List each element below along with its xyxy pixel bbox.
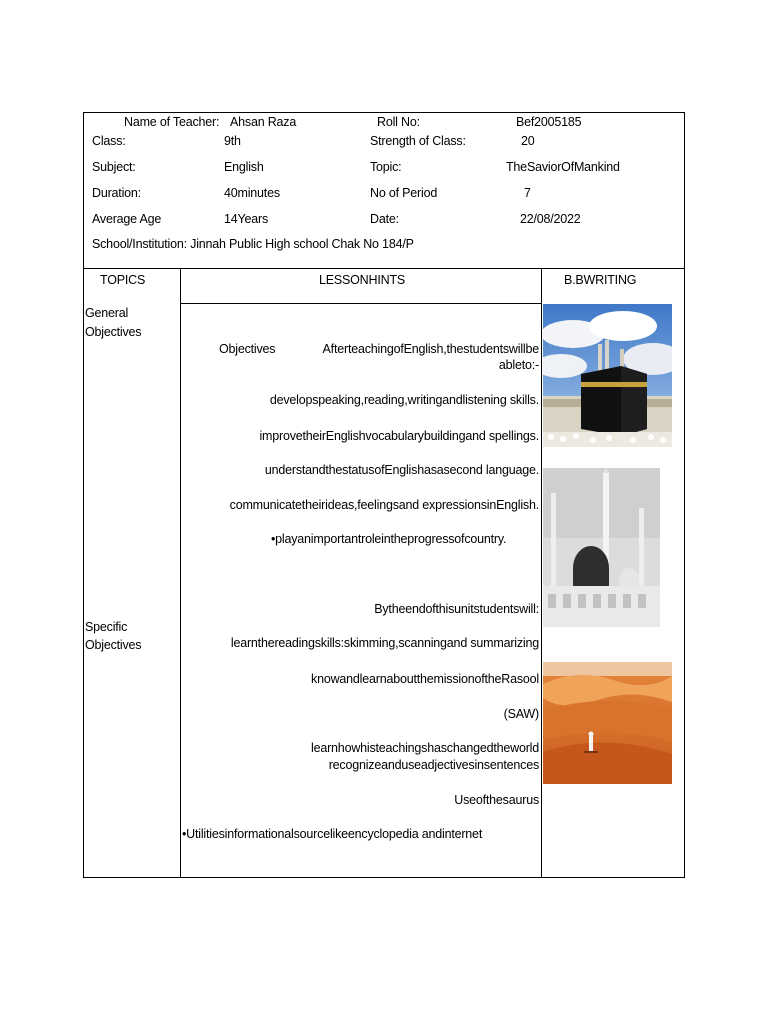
class-label: Class:	[92, 134, 126, 148]
duration-label: Duration:	[92, 186, 141, 200]
specific-objective-5: Useofthesaurus	[454, 793, 539, 807]
date-value: 22/08/2022	[520, 212, 581, 226]
period-label: No of Period	[370, 186, 438, 200]
general-objective-3: understandthestatusofEnglishasasecond language.	[264, 463, 539, 477]
column-header-divider	[181, 303, 541, 304]
specific-objectives-intro: Bytheendofthisunitstudentswill:	[374, 602, 539, 616]
lesson-plan-table	[83, 112, 685, 878]
specific-objective-4: recognizeanduseadjectivesinsentences	[328, 758, 539, 772]
specific-objective-2-cont: (SAW)	[503, 707, 539, 721]
subject-value: English	[224, 160, 264, 174]
date-label: Date:	[370, 212, 399, 226]
topic-label: Topic:	[370, 160, 402, 174]
period-value: 7	[524, 186, 531, 200]
specific-objective-6: •Utilitiesinformationalsourcelikeencyclopedia andinternet	[182, 827, 483, 841]
bb-writing-column-header: B.BWRITING	[564, 273, 637, 287]
general-objective-5: •playanimportantroleintheprogressofcountry.	[271, 532, 507, 546]
general-objective-1: developspeaking,reading,writingandlistening skills.	[269, 393, 539, 407]
objectives-intro-line1: AfterteachingofEnglish,thestudentswillbe	[322, 342, 539, 356]
roll-no-value: Bef2005185	[516, 115, 582, 129]
specific-topic-line1: Specific	[85, 620, 128, 634]
strength-label: Strength of Class:	[370, 134, 466, 148]
subject-label: Subject:	[92, 160, 136, 174]
objectives-intro-line2: ableto:-	[498, 358, 539, 372]
lesson-hints-column-header: LESSONHINTS	[319, 273, 406, 287]
general-objective-2: improvetheirEnglishvocabularybuildingand spellings.	[259, 429, 539, 443]
class-value: 9th	[224, 134, 241, 148]
teacher-name-label: Name of Teacher:	[124, 115, 220, 129]
roll-no-label: Roll No:	[377, 115, 420, 129]
specific-objective-3: learnhowhisteachingshaschangedtheworld	[311, 741, 539, 755]
general-topic-line2: Objectives	[85, 325, 142, 339]
kaaba-image	[543, 304, 672, 447]
strength-value: 20	[521, 134, 535, 148]
specific-topic-line2: Objectives	[85, 638, 142, 652]
topics-column-header: TOPICS	[100, 273, 146, 287]
header-divider	[84, 268, 684, 269]
writing-column-divider	[541, 268, 542, 877]
school-institution: School/Institution: Jinnah Public High school Chak No 184/P	[92, 237, 414, 251]
general-objective-4: communicatetheirideas,feelingsand expressionsinEnglish.	[229, 498, 539, 512]
teacher-name-value: Ahsan Raza	[230, 115, 297, 129]
general-topic-line1: General	[85, 306, 129, 320]
average-age-label: Average Age	[92, 212, 162, 226]
specific-objective-1: learnthereadingskills:skimming,scanningand summarizing	[230, 636, 539, 650]
specific-objective-2: knowandlearnaboutthemissionoftheRasool	[311, 672, 539, 686]
topic-value: TheSaviorOfMankind	[506, 160, 620, 174]
desert-pilgrim-image	[543, 662, 672, 784]
objectives-label: Objectives	[219, 342, 276, 356]
prophets-mosque-image	[543, 468, 660, 627]
topics-column-divider	[180, 268, 181, 877]
average-age-value: 14Years	[224, 212, 269, 226]
duration-value: 40minutes	[224, 186, 280, 200]
